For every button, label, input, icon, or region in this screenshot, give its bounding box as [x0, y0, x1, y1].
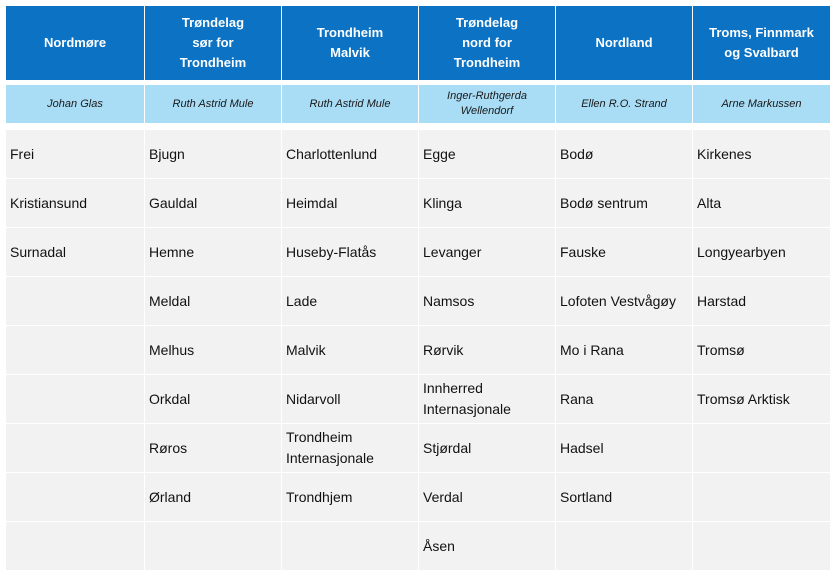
place-cell: Namsos: [418, 277, 555, 326]
place-cell: Frei: [6, 130, 144, 179]
region-leader-cell: Ellen R.O. Strand: [555, 85, 692, 123]
region-header-cell: Trondheim Malvik: [281, 6, 418, 80]
place-cell: Malvik: [281, 326, 418, 375]
place-cell: Innherred Internasjonale: [418, 375, 555, 424]
place-cell: [281, 522, 418, 571]
place-cell: Fauske: [555, 228, 692, 277]
place-cell: Trondheim Internasjonale: [281, 424, 418, 473]
place-cell: Gauldal: [144, 179, 281, 228]
place-cell: [692, 522, 830, 571]
place-cell: Klinga: [418, 179, 555, 228]
place-cell: [6, 473, 144, 522]
place-cell: Bodø: [555, 130, 692, 179]
table-row: [6, 522, 830, 571]
table-body: [6, 130, 830, 571]
region-header-cell: Trøndelag nord for Trondheim: [418, 6, 555, 80]
place-cell: Røros: [144, 424, 281, 473]
place-cell: Tromsø: [692, 326, 830, 375]
region-header-cell: Nordmøre: [6, 6, 144, 80]
place-cell: Hemne: [144, 228, 281, 277]
region-header-cell: Troms, Finnmark og Svalbard: [692, 6, 830, 80]
region-header-row: [6, 6, 830, 80]
table-row: [6, 473, 830, 522]
place-cell: Levanger: [418, 228, 555, 277]
region-leader-cell: Inger-Ruthgerda Wellendorf: [418, 85, 555, 123]
place-cell: Bodø sentrum: [555, 179, 692, 228]
place-cell: Melhus: [144, 326, 281, 375]
region-leader-cell: Arne Markussen: [692, 85, 830, 123]
region-leader-cell: Johan Glas: [6, 85, 144, 123]
place-cell: [692, 424, 830, 473]
place-cell: Sortland: [555, 473, 692, 522]
place-cell: Huseby-Flatås: [281, 228, 418, 277]
table-row: [6, 424, 830, 473]
place-cell: Trondhjem: [281, 473, 418, 522]
place-cell: Egge: [418, 130, 555, 179]
place-cell: Nidarvoll: [281, 375, 418, 424]
region-header-cell: Nordland: [555, 6, 692, 80]
place-cell: [692, 473, 830, 522]
place-cell: Surnadal: [6, 228, 144, 277]
place-cell: Rørvik: [418, 326, 555, 375]
regions-table: [6, 6, 830, 571]
place-cell: Kirkenes: [692, 130, 830, 179]
place-cell: Orkdal: [144, 375, 281, 424]
place-cell: Lofoten Vestvågøy: [555, 277, 692, 326]
place-cell: Alta: [692, 179, 830, 228]
region-leader-row: [6, 85, 830, 123]
place-cell: Kristiansund: [6, 179, 144, 228]
place-cell: Heimdal: [281, 179, 418, 228]
table-row: [6, 375, 830, 424]
place-cell: Verdal: [418, 473, 555, 522]
place-cell: [6, 326, 144, 375]
place-cell: [6, 375, 144, 424]
region-leader-cell: Ruth Astrid Mule: [144, 85, 281, 123]
place-cell: Lade: [281, 277, 418, 326]
place-cell: Meldal: [144, 277, 281, 326]
place-cell: Hadsel: [555, 424, 692, 473]
place-cell: Rana: [555, 375, 692, 424]
table-row: [6, 130, 830, 179]
place-cell: Tromsø Arktisk: [692, 375, 830, 424]
place-cell: Bjugn: [144, 130, 281, 179]
table-row: [6, 326, 830, 375]
place-cell: Åsen: [418, 522, 555, 571]
place-cell: [6, 277, 144, 326]
place-cell: Ørland: [144, 473, 281, 522]
table-row: [6, 277, 830, 326]
table-row: [6, 228, 830, 277]
region-header-cell: Trøndelag sør for Trondheim: [144, 6, 281, 80]
place-cell: Stjørdal: [418, 424, 555, 473]
place-cell: [144, 522, 281, 571]
place-cell: Mo i Rana: [555, 326, 692, 375]
place-cell: [6, 522, 144, 571]
region-leader-cell: Ruth Astrid Mule: [281, 85, 418, 123]
place-cell: Harstad: [692, 277, 830, 326]
place-cell: Charlottenlund: [281, 130, 418, 179]
table-row: [6, 179, 830, 228]
place-cell: [6, 424, 144, 473]
place-cell: Longyearbyen: [692, 228, 830, 277]
place-cell: [555, 522, 692, 571]
